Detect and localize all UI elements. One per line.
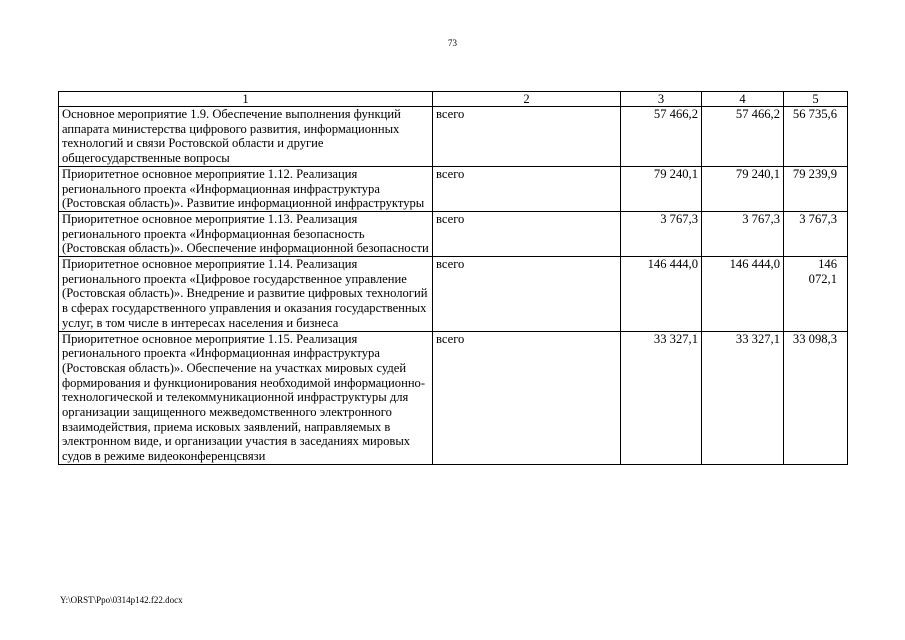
header-col-4: 4 (702, 92, 784, 107)
budget-table (58, 91, 848, 465)
row-value-col5: 146 072,1 (784, 257, 848, 332)
row-name: Приоритетное основное мероприятие 1.14. Реализация регионального проекта «Цифровое государственное управление (Ростовская область)». Внедрение и развитие цифровых технологий в сферах государственного управления и оказания государственных услуг, в том числе в интересах населения и бизнеса (59, 257, 433, 332)
header-col-3: 3 (621, 92, 702, 107)
row-value-col5: 79 239,9 (784, 166, 848, 211)
row-name: Приоритетное основное мероприятие 1.12. Реализация регионального проекта «Информационная инфраструктура (Ростовская область)». Развитие информационной инфраструктуры (59, 166, 433, 211)
row-name: Приоритетное основное мероприятие 1.15. Реализация регионального проекта «Информационная инфраструктура (Ростовская область)». Обеспечение на участках мировых судей формирования и функционирования необходимой информационно-технологической и телекоммуникационной инфраструктуры для организации защищенного межведомственного электронного взаимодействия, приема исковых заявлений, направляемых в электронном виде, и организации участия в заседаниях мировых судов в режиме видеоконференцсвязи (59, 331, 433, 464)
row-value-col3: 33 327,1 (621, 331, 702, 464)
row-value-col3: 146 444,0 (621, 257, 702, 332)
header-row (59, 92, 848, 107)
table-row (59, 107, 848, 167)
row-value-col4: 79 240,1 (702, 166, 784, 211)
row-name: Приоритетное основное мероприятие 1.13. Реализация регионального проекта «Информационная безопасность (Ростовская область)». Обеспечение информационной безопасности (59, 211, 433, 256)
table-row (59, 211, 848, 256)
header-col-5: 5 (784, 92, 848, 107)
row-value-col5: 33 098,3 (784, 331, 848, 464)
table-row (59, 331, 848, 464)
table-row (59, 257, 848, 332)
row-value-col3: 57 466,2 (621, 107, 702, 167)
row-value-col5: 3 767,3 (784, 211, 848, 256)
header-col-1: 1 (59, 92, 433, 107)
row-value-col4: 3 767,3 (702, 211, 784, 256)
table-row (59, 166, 848, 211)
footer-file-path: Y:\ORST\Ppo\0314p142.f22.docx (60, 595, 183, 605)
row-name: Основное мероприятие 1.9. Обеспечение выполнения функций аппарата министерства цифрового развития, информационных технологий и связи Ростовской области и другие общегосударственные вопросы (59, 107, 433, 167)
row-source: всего (433, 331, 621, 464)
row-source: всего (433, 107, 621, 167)
row-value-col5: 56 735,6 (784, 107, 848, 167)
row-source: всего (433, 166, 621, 211)
header-col-2: 2 (433, 92, 621, 107)
row-value-col4: 146 444,0 (702, 257, 784, 332)
row-value-col4: 57 466,2 (702, 107, 784, 167)
row-value-col4: 33 327,1 (702, 331, 784, 464)
row-source: всего (433, 211, 621, 256)
row-value-col3: 3 767,3 (621, 211, 702, 256)
row-source: всего (433, 257, 621, 332)
row-value-col3: 79 240,1 (621, 166, 702, 211)
page-number: 73 (448, 38, 457, 48)
